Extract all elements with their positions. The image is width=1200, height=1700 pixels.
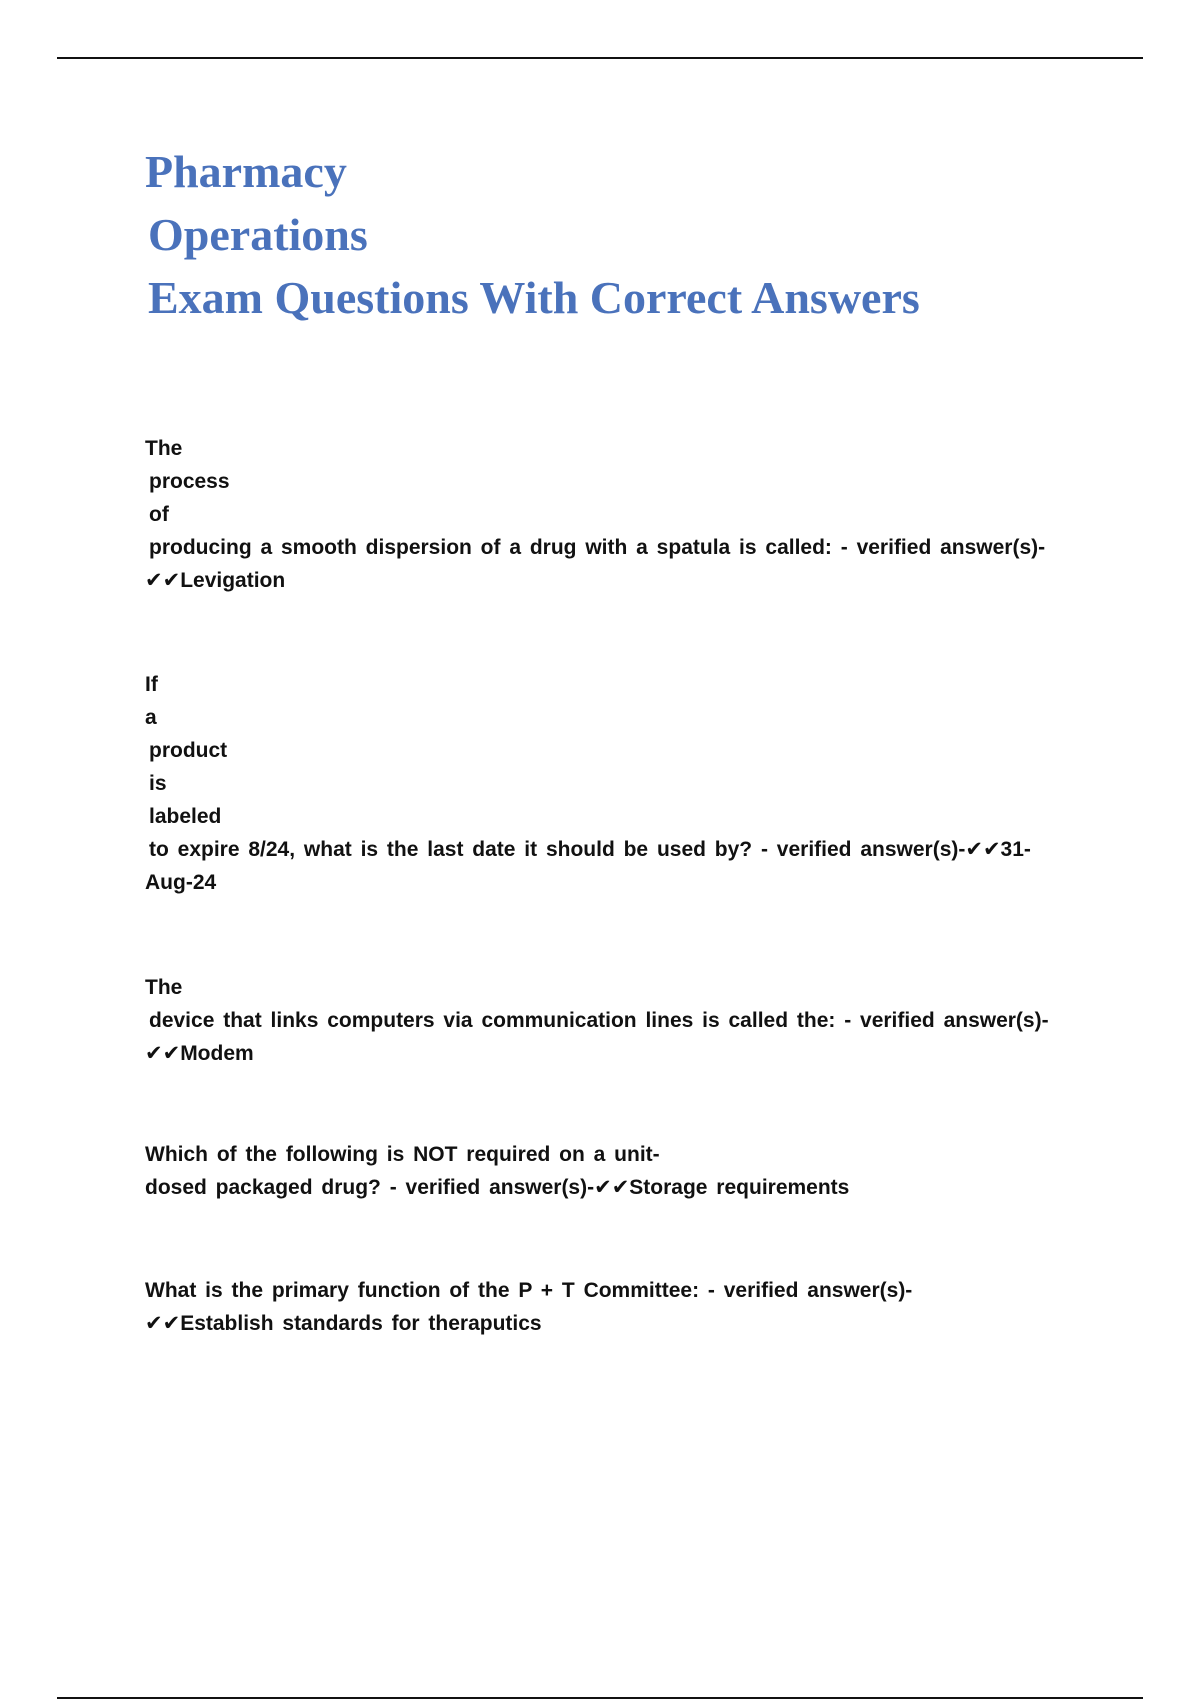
question-word: process: [149, 470, 230, 493]
question-text: device that links computers via communication lines is called the: - verified answer(s)-: [149, 1009, 1049, 1032]
question-text: to expire 8/24, what is the last date it should be used by? - verified answer(s)-✔✔31-: [149, 838, 1031, 861]
bottom-rule: [57, 1697, 1143, 1699]
question-word: is: [149, 772, 167, 795]
answer-text: ✔✔Modem: [145, 1042, 254, 1065]
question-3: [145, 971, 1085, 1070]
document-title: [145, 140, 1095, 329]
answer-text: Aug-24: [145, 871, 217, 894]
question-word: The: [145, 437, 183, 460]
question-word: The: [145, 976, 183, 999]
question-word: a: [145, 706, 157, 729]
question-text: Which of the following is NOT required on a unit-: [145, 1143, 660, 1166]
answer-text: dosed packaged drug? - verified answer(s)-✔✔Storage requirements: [145, 1176, 850, 1199]
title-line-1: Pharmacy: [145, 146, 347, 197]
title-line-2: Operations: [148, 209, 368, 260]
answer-text: ✔✔Establish standards for theraputics: [145, 1312, 542, 1335]
question-4: [145, 1138, 1085, 1204]
question-1: [145, 432, 1085, 597]
title-line-3: Exam Questions With Correct Answers: [148, 272, 920, 323]
question-text: producing a smooth dispersion of a drug with a spatula is called: - verified answer(s)-: [149, 536, 1046, 559]
question-5: [145, 1274, 1085, 1340]
answer-text: ✔✔Levigation: [145, 569, 286, 592]
question-word: product: [149, 739, 228, 762]
top-rule: [57, 57, 1143, 59]
question-2: [145, 668, 1085, 899]
question-word: of: [149, 503, 169, 526]
question-text: What is the primary function of the P + T Committee: - verified answer(s)-: [145, 1279, 913, 1302]
question-word: If: [145, 673, 158, 696]
question-word: labeled: [149, 805, 222, 828]
